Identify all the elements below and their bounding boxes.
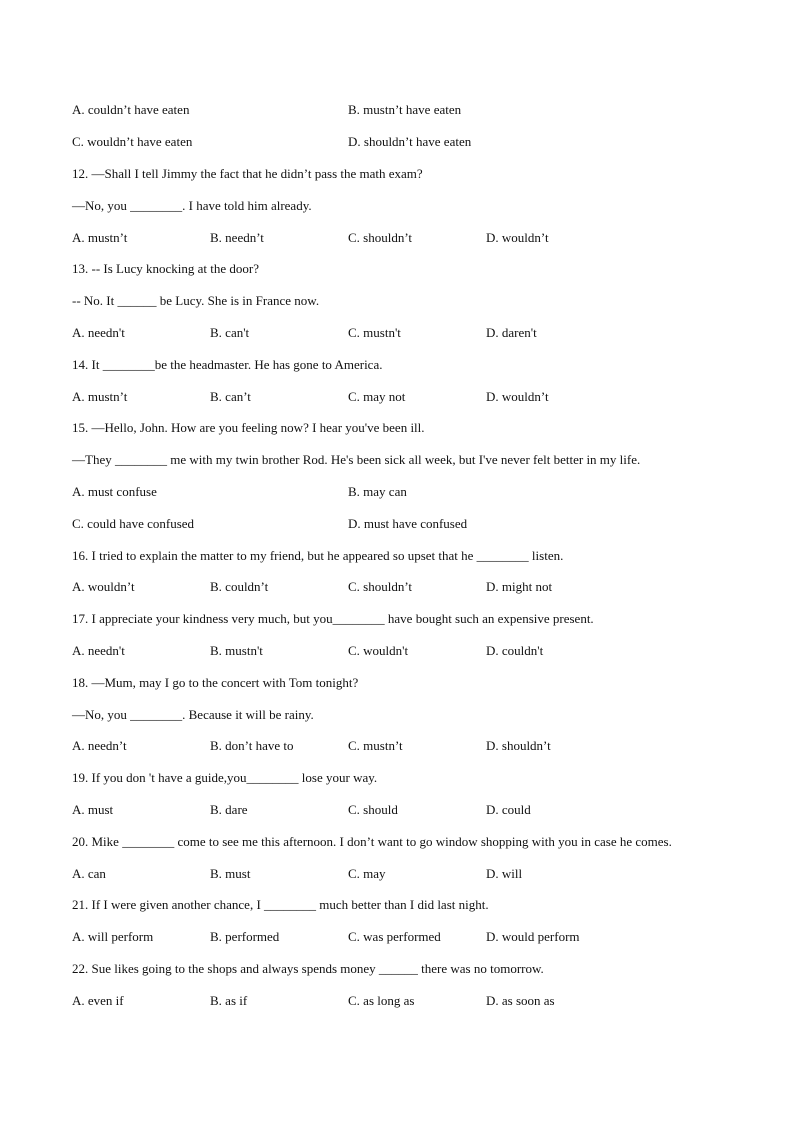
q14-option-b: B. can’t	[210, 389, 251, 404]
q20-option-a: A. can	[72, 866, 106, 881]
q16-option-d: D. might not	[486, 579, 553, 594]
q13-option-c: C. mustn't	[348, 325, 401, 340]
q18-option-d: D. shouldn’t	[486, 738, 551, 753]
q12-stem: 12. —Shall I tell Jimmy the fact that he didn’t pass the math exam?	[72, 166, 423, 181]
q15-stem: 15. —Hello, John. How are you feeling now? I hear you've been ill.	[72, 420, 425, 435]
q21-option-d: D. would perform	[486, 929, 580, 944]
q11-option-c: C. wouldn’t have eaten	[72, 134, 193, 149]
q16-option-a: A. wouldn’t	[72, 579, 135, 594]
q13-stem: 13. -- Is Lucy knocking at the door?	[72, 261, 260, 276]
q20-option-b: B. must	[210, 866, 251, 881]
q20-option-c: C. may	[348, 866, 386, 881]
q22-option-c: C. as long as	[348, 993, 415, 1008]
q22-option-a: A. even if	[72, 993, 124, 1008]
q16-option-c: C. shouldn’t	[348, 579, 413, 594]
q19-stem: 19. If you don 't have a guide,you________ lose your way.	[72, 770, 378, 785]
q20-stem: 20. Mike ________ come to see me this afternoon. I don’t want to go window shopping with you in case he comes.	[72, 834, 672, 849]
q15-reply: —They ________ me with my twin brother Rod. He's been sick all week, but I've never felt better in my life.	[72, 452, 641, 467]
q19-option-c: C. should	[348, 802, 398, 817]
q14-option-c: C. may not	[348, 389, 406, 404]
q12-option-a: A. mustn’t	[72, 230, 128, 245]
q18-stem: 18. —Mum, may I go to the concert with Tom tonight?	[72, 675, 359, 690]
q17-option-b: B. mustn't	[210, 643, 263, 658]
q16-option-b: B. couldn’t	[210, 579, 269, 594]
q22-stem: 22. Sue likes going to the shops and always spends money ______ there was no tomorrow.	[72, 961, 544, 976]
q13-reply: -- No. It ______ be Lucy. She is in France now.	[72, 293, 320, 308]
q19-option-d: D. could	[486, 802, 531, 817]
q14-stem: 14. It ________be the headmaster. He has gone to America.	[72, 357, 383, 372]
q15-option-c: C. could have confused	[72, 516, 195, 531]
q15-option-a: A. must confuse	[72, 484, 157, 499]
q18-option-b: B. don’t have to	[210, 738, 294, 753]
q14-option-a: A. mustn’t	[72, 389, 128, 404]
q15-option-d: D. must have confused	[348, 516, 468, 531]
q21-option-b: B. performed	[210, 929, 280, 944]
q21-option-c: C. was performed	[348, 929, 441, 944]
q22-option-d: D. as soon as	[486, 993, 555, 1008]
q12-reply: —No, you ________. I have told him already.	[72, 198, 312, 213]
q21-stem: 21. If I were given another chance, I ________ much better than I did last night.	[72, 897, 489, 912]
q11-option-d: D. shouldn’t have eaten	[348, 134, 472, 149]
q18-reply: —No, you ________. Because it will be rainy.	[72, 707, 314, 722]
q14-option-d: D. wouldn’t	[486, 389, 549, 404]
q17-option-a: A. needn't	[72, 643, 125, 658]
q17-option-d: D. couldn't	[486, 643, 544, 658]
q22-option-b: B. as if	[210, 993, 248, 1008]
q11-option-b: B. mustn’t have eaten	[348, 102, 462, 117]
q19-option-b: B. dare	[210, 802, 248, 817]
q16-stem: 16. I tried to explain the matter to my friend, but he appeared so upset that he ________ listen.	[72, 548, 564, 563]
q18-option-a: A. needn’t	[72, 738, 127, 753]
q21-option-a: A. will perform	[72, 929, 154, 944]
q13-option-d: D. daren't	[486, 325, 537, 340]
q13-option-b: B. can't	[210, 325, 250, 340]
q19-option-a: A. must	[72, 802, 114, 817]
q18-option-c: C. mustn’t	[348, 738, 403, 753]
q12-option-b: B. needn’t	[210, 230, 264, 245]
q12-option-d: D. wouldn’t	[486, 230, 549, 245]
q15-option-b: B. may can	[348, 484, 407, 499]
q11-option-a: A. couldn’t have eaten	[72, 102, 190, 117]
q17-option-c: C. wouldn't	[348, 643, 409, 658]
q13-option-a: A. needn't	[72, 325, 125, 340]
q20-option-d: D. will	[486, 866, 523, 881]
q17-stem: 17. I appreciate your kindness very much, but you________ have bought such an expensive present.	[72, 611, 594, 626]
q12-option-c: C. shouldn’t	[348, 230, 413, 245]
